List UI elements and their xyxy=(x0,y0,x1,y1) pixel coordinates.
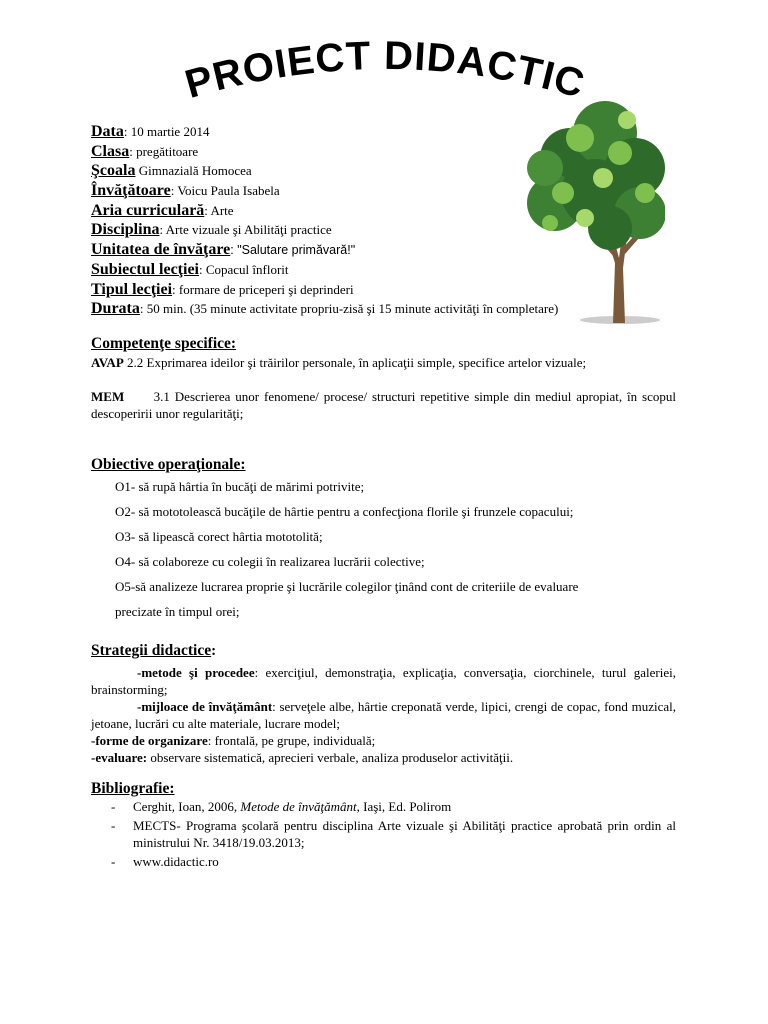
bibliografie-item xyxy=(91,853,676,870)
bullet-dash: - xyxy=(111,818,116,833)
competente-section xyxy=(91,335,680,422)
strategii-text: : serveţele albe, hârtie creponată verde, lipici, crengi de copac, fond muzical, jetoane, lucrări cu alte materiale, lucrare model; xyxy=(91,699,676,731)
bibliografie-section xyxy=(91,780,676,872)
obiectiv-item: O3- să lipească corect hârtia mototolită; xyxy=(115,529,323,544)
info-value: : Arte xyxy=(204,202,234,218)
strategii-evaluare xyxy=(91,749,676,766)
obiectiv-item: O1- să rupă hârtia în bucăţi de mărimi potrivite; xyxy=(115,479,365,494)
strategii-label: -mijloace de învăţământ xyxy=(137,699,273,714)
strategii-colon: : xyxy=(211,643,217,659)
competenta-mem xyxy=(91,388,680,422)
obiectiv-item: O4- să colaboreze cu colegii în realizarea lucrării colective; xyxy=(115,554,425,569)
info-label: Clasa xyxy=(91,142,130,160)
bibliografie-item xyxy=(91,817,676,851)
info-label: Aria curriculară xyxy=(91,201,205,219)
obiectiv-continuation: precizate în timpul orei; xyxy=(115,604,240,619)
strategii-label: -evaluare: xyxy=(91,750,148,765)
strategii-section xyxy=(91,642,676,766)
obiectiv-item: O2- să mototolească bucăţile de hârtie pentru a confecţiona florile şi frunzele copacului; xyxy=(115,504,574,519)
svg-text:PROIECT DIDACTIC xyxy=(180,34,589,107)
info-label: Data xyxy=(91,123,124,140)
obiective-heading: Obiective operaţionale: xyxy=(91,456,246,473)
bullet-dash: - xyxy=(111,854,116,869)
strategii-label: -forme de organizare xyxy=(91,733,208,748)
info-row-durata xyxy=(91,299,691,319)
info-label: Durata xyxy=(91,300,140,318)
info-value: Gimnazială Homocea xyxy=(135,163,252,179)
strategii-mijloace xyxy=(91,698,676,732)
info-value: : pregătitoare xyxy=(129,143,199,159)
bib-text: , Iaşi, Ed. Polirom xyxy=(356,799,452,814)
bib-text: Cerghit, Ioan, 2006, xyxy=(133,799,241,814)
strategii-label: -metode şi procedee xyxy=(137,665,255,680)
strategii-forme xyxy=(91,732,676,749)
info-row-tipul xyxy=(91,280,691,300)
info-value: : 50 min. (35 minute activitate propriu-zisă şi 15 minute activităţi în completare) xyxy=(139,301,559,317)
bib-link[interactable]: www.didactic.ro xyxy=(133,854,219,869)
bib-text: MECTS- Programa şcolară pentru disciplina Arte vizuale şi Abilităţi practice aprobată prin ordin al ministrului Nr. 3418/19.03.2013; xyxy=(133,818,676,850)
bibliografie-item xyxy=(91,798,676,815)
competenta-code: MEM xyxy=(91,389,125,404)
obiectiv-item: O5-să analizeze lucrarea proprie şi lucrările colegilor ţinând cont de criteriile de evaluare xyxy=(115,579,579,594)
competenta-text: 2.2 Exprimarea ideilor şi trăirilor personale, în aplicaţii simple, specifice artelor vizuale; xyxy=(123,355,587,370)
info-value: : 10 martie 2014 xyxy=(123,124,210,139)
info-value: : Copacul înflorit xyxy=(198,261,289,277)
info-row-data xyxy=(91,122,691,142)
info-row-aria xyxy=(91,201,691,221)
info-label: Învăţătoare xyxy=(91,182,171,200)
info-row-subiectul xyxy=(91,260,691,280)
strategii-text: : frontală, pe grupe, individuală; xyxy=(207,733,376,748)
info-label: Tipul lecţiei xyxy=(91,280,173,298)
info-value: : Arte vizuale şi Abilităţi practice xyxy=(159,222,332,238)
competente-heading: Competenţe specifice: xyxy=(91,335,237,352)
strategii-text: : exerciţiul, demonstraţia, explicaţia, conversaţia, ciorchinele, turul galeriei, brainstorming; xyxy=(91,665,676,697)
info-row-clasa xyxy=(91,142,691,162)
header-info xyxy=(91,122,691,319)
competenta-avap xyxy=(91,354,676,371)
info-label: Subiectul lecţiei xyxy=(91,260,199,278)
strategii-heading-row xyxy=(91,642,676,660)
strategii-metode xyxy=(91,664,676,698)
bibliografie-heading: Bibliografie: xyxy=(91,780,175,797)
info-value: : formare de priceperi şi deprinderi xyxy=(172,281,354,297)
bib-title: Metode de învăţământ xyxy=(240,799,357,814)
info-label: Disciplina xyxy=(91,221,160,239)
info-value: : "Salutare primăvară!" xyxy=(230,243,356,258)
competenta-text: 3.1 Descrierea unor fenomene/ procese/ structuri repetitive simple din mediul apropiat, în scopul descoperirii unor regularităţi; xyxy=(91,389,680,421)
title-text: PROIECT DIDACTIC xyxy=(180,33,590,107)
obiective-list xyxy=(91,474,676,624)
info-row-disciplina xyxy=(91,220,691,240)
info-row-invatatoare xyxy=(91,181,691,201)
info-label: Unitatea de învăţare xyxy=(91,241,231,259)
info-row-unitatea xyxy=(91,240,691,260)
strategii-heading: Strategii didactice xyxy=(91,642,212,659)
info-label: Şcoala xyxy=(91,162,136,180)
info-value: : Voicu Paula Isabela xyxy=(170,183,280,199)
strategii-text: observare sistematică, aprecieri verbale, analiza produselor activităţii. xyxy=(147,750,514,765)
bibliografie-list xyxy=(91,798,676,870)
obiective-section xyxy=(91,456,676,624)
competenta-code: AVAP xyxy=(91,355,124,370)
info-row-scoala xyxy=(91,161,691,181)
bullet-dash: - xyxy=(111,799,116,814)
